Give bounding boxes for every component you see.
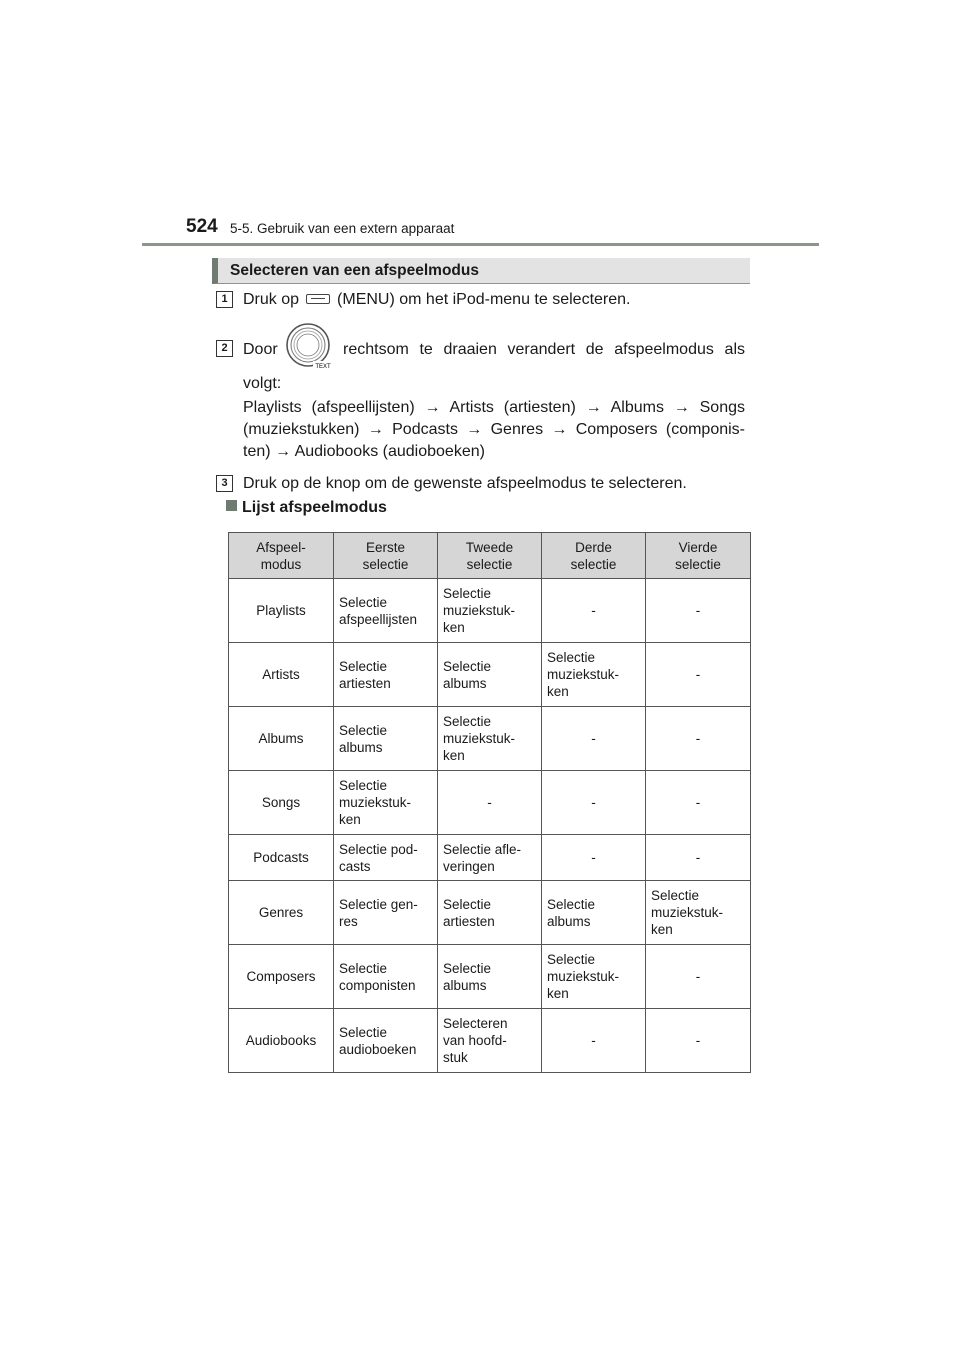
table-cell: Selectie muziekstuk- ken — [542, 643, 646, 707]
table-cell: Selectie pod- casts — [334, 835, 438, 881]
subheading — [226, 499, 387, 517]
table-cell: Selectie albums — [438, 643, 542, 707]
table-cell: - — [646, 707, 751, 771]
sequence-line-1: Playlists (afspeellijsten) → Artists (artiesten) → Albums → Songs — [243, 399, 745, 416]
step-3-text: Druk op de knop om de gewenste afspeelmodus te selecteren. — [243, 475, 687, 492]
table-cell: Playlists — [229, 579, 334, 643]
table-row — [229, 945, 751, 1009]
table-cell: Selectie afle- veringen — [438, 835, 542, 881]
table-cell: Audiobooks — [229, 1009, 334, 1073]
menu-button-icon — [306, 294, 330, 304]
step-1-text — [243, 289, 745, 311]
table-cell: Selectie gen- res — [334, 881, 438, 945]
table-cell: Composers — [229, 945, 334, 1009]
square-bullet-icon — [226, 500, 237, 511]
table-row — [229, 707, 751, 771]
table-cell: Selectie audioboeken — [334, 1009, 438, 1073]
table-cell: Selectie afspeellijsten — [334, 579, 438, 643]
section-title: Selecteren van een afspeelmodus — [230, 262, 479, 279]
table-cell: - — [646, 643, 751, 707]
page-number: 524 — [186, 216, 218, 237]
table-cell: Selectie muziekstuk- ken — [438, 707, 542, 771]
table-row — [229, 835, 751, 881]
table-header-cell: Vierde selectie — [646, 533, 751, 579]
step-2-text-after: rechtsom te draaien verandert de afspeelmodus als — [343, 341, 745, 358]
table-cell: Selecteren van hoofd- stuk — [438, 1009, 542, 1073]
table-cell: Selectie albums — [334, 707, 438, 771]
table-cell: - — [542, 771, 646, 835]
table-row — [229, 881, 751, 945]
table-cell: - — [542, 579, 646, 643]
step-number-1: 1 — [216, 291, 233, 308]
playback-mode-table — [228, 532, 751, 1073]
step-2-text-cont: volgt: — [243, 375, 282, 392]
table-cell: - — [646, 579, 751, 643]
tune-knob-icon — [284, 322, 332, 370]
table-cell: Selectie albums — [542, 881, 646, 945]
table-cell: - — [438, 771, 542, 835]
table-row — [229, 643, 751, 707]
table-row — [229, 1009, 751, 1073]
table-cell: Selectie muziekstuk- ken — [646, 881, 751, 945]
table-cell: - — [646, 835, 751, 881]
table-cell: - — [646, 1009, 751, 1073]
table-cell: - — [646, 771, 751, 835]
chapter-title: 5-5. Gebruik van een extern apparaat — [230, 221, 455, 236]
table-row — [229, 771, 751, 835]
step-number-2: 2 — [216, 340, 233, 357]
table-cell: Podcasts — [229, 835, 334, 881]
table-cell: Selectie artiesten — [438, 881, 542, 945]
table-row — [229, 579, 751, 643]
table-header-cell: Afspeel- modus — [229, 533, 334, 579]
table-cell: Selectie albums — [438, 945, 542, 1009]
table-cell: Artists — [229, 643, 334, 707]
table-cell: Selectie muziekstuk- ken — [542, 945, 646, 1009]
table-cell: - — [646, 945, 751, 1009]
step-1-text-before: Druk op — [243, 291, 300, 308]
table-header-cell: Derde selectie — [542, 533, 646, 579]
section-heading — [212, 258, 750, 284]
step-number-3: 3 — [216, 475, 233, 492]
table-cell: - — [542, 707, 646, 771]
table-header-row — [229, 533, 751, 579]
table-cell: Selectie artiesten — [334, 643, 438, 707]
table-cell: - — [542, 835, 646, 881]
table-cell: Genres — [229, 881, 334, 945]
page-header — [186, 216, 826, 246]
sequence-line-2: (muziekstukken) → Podcasts → Genres → Composers (componis- — [243, 421, 745, 438]
table-header-cell: Eerste selectie — [334, 533, 438, 579]
table-body — [229, 579, 751, 1073]
sequence-line-3: ten) → Audiobooks (audioboeken) — [243, 443, 485, 460]
header-rule — [142, 243, 819, 246]
table-cell: - — [542, 1009, 646, 1073]
table-cell: Selectie componisten — [334, 945, 438, 1009]
step-2-text-before: Door — [243, 341, 278, 358]
table-cell: Selectie muziekstuk- ken — [334, 771, 438, 835]
subheading-text: Lijst afspeelmodus — [242, 499, 387, 516]
table-cell: Songs — [229, 771, 334, 835]
table-cell: Selectie muziekstuk- ken — [438, 579, 542, 643]
knob-label: TEXT — [315, 364, 331, 370]
step-1-text-after: (MENU) om het iPod-menu te selecteren. — [337, 291, 631, 308]
table-header-cell: Tweede selectie — [438, 533, 542, 579]
table-cell: Albums — [229, 707, 334, 771]
